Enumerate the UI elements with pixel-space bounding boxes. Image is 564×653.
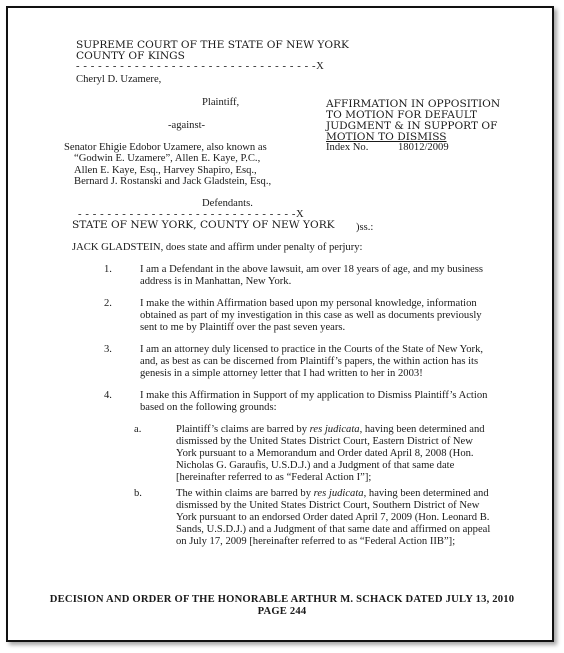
title-line: MOTION TO DISMISS <box>326 131 447 143</box>
index-label: Index No. <box>326 142 369 153</box>
subparagraph-line: Nicholas G. Garaufis, U.S.D.J.) and a Judgment of that same date <box>176 460 455 471</box>
subparagraph-first-line: The within claims are barred by res judicata, having been determined and <box>176 488 489 499</box>
paragraph-line: genesis in a simple attorney letter that I had written to her in 2003! <box>140 368 423 379</box>
index-number: 18012/2009 <box>398 142 449 153</box>
paragraph-line: I make the within Affirmation based upon my personal knowledge, information <box>140 298 477 309</box>
defendant-line: Allen E. Kaye, Esq., Harvey Shapiro, Esq., <box>74 165 257 176</box>
subparagraph-line: York pursuant to a Memorandum and Order dated April 8, 2008 (Hon. <box>176 448 474 459</box>
paragraph-number: 3. <box>104 344 112 355</box>
paragraph-line: I am an attorney duly licensed to practice in the Courts of the State of New York, <box>140 344 484 355</box>
title-line: AFFIRMATION IN OPPOSITION <box>326 98 501 110</box>
court-name: SUPREME COURT OF THE STATE OF NEW YORK <box>76 39 349 51</box>
caption-divider-bottom: - - - - - - - - - - - - - - - - - - - - - - - - - - - - - -X <box>78 209 305 220</box>
subparagraph-line: [hereinafter referred to as “Federal Action I”]; <box>176 472 372 483</box>
subparagraph-line: Sands, U.S.D.J.) and a Judgment of that same date and affirmed on appeal <box>176 524 491 535</box>
subparagraph-line: York pursuant to an endorsed Order dated April 7, 2009 (Hon. Leonard B. <box>176 512 490 523</box>
subparagraph-letter: b. <box>134 488 142 499</box>
paragraph-line: I am a Defendant in the above lawsuit, am over 18 years of age, and my business <box>140 264 484 275</box>
paragraph-line: based on the following grounds: <box>140 402 277 413</box>
court-county: COUNTY OF KINGS <box>76 50 185 62</box>
defendants-label: Defendants. <box>202 198 253 209</box>
subparagraph-first-line: Plaintiff’s claims are barred by res judicata, having been determined and <box>176 424 485 435</box>
defendant-line: “Godwin E. Uzamere”, Allen E. Kaye, P.C., <box>74 153 261 164</box>
paragraph-number: 4. <box>104 390 112 401</box>
paragraph-line: obtained as part of my investigation in this case as well as documents previously <box>140 310 482 321</box>
intro-statement: JACK GLADSTEIN, does state and affirm under penalty of perjury: <box>72 242 363 253</box>
subparagraph-line: dismissed by the United States District Court, Eastern District of New <box>176 436 473 447</box>
paragraph-number: 1. <box>104 264 112 275</box>
caption-divider-top: - - - - - - - - - - - - - - - - - - - - - - - - - - - - - - - - -X <box>76 61 325 72</box>
footer-caption: DECISION AND ORDER OF THE HONORABLE ARTHUR M. SCHACK DATED JULY 13, 2010 <box>49 594 515 605</box>
subparagraph-line: dismissed by the United States District Court, Southern District of New <box>176 500 480 511</box>
title-line: TO MOTION FOR DEFAULT <box>326 109 478 121</box>
plaintiff-label: Plaintiff, <box>202 97 240 108</box>
paragraph-line: I make this Affirmation in Support of my application to Dismiss Plaintiff’s Action <box>140 390 488 401</box>
defendant-line: Senator Ehigie Edobor Uzamere, also known as <box>64 142 267 153</box>
plaintiff-name: Cheryl D. Uzamere, <box>76 74 162 85</box>
defendant-line: Bernard J. Rostanski and Jack Gladstein, Esq., <box>74 176 272 187</box>
subparagraph-letter: a. <box>134 424 142 435</box>
footer-page: PAGE 244 <box>257 606 307 617</box>
against-label: -against- <box>168 120 206 131</box>
subparagraph-line: on July 17, 2009 [hereinafter referred to as “Federal Action IIB”]; <box>176 536 456 547</box>
title-line: JUDGMENT & IN SUPPORT OF <box>326 120 498 132</box>
paragraph-line: address is in Manhattan, New York. <box>140 276 292 287</box>
paragraph-line: and, as best as can be discerned from Plaintiff’s papers, the within action has its <box>140 356 479 367</box>
paragraph-line: sent to me by Plaintiff over the past seven years. <box>140 322 346 333</box>
venue: STATE OF NEW YORK, COUNTY OF NEW YORK <box>72 219 335 231</box>
ss-label: )ss.: <box>356 222 374 233</box>
paragraph-number: 2. <box>104 298 112 309</box>
